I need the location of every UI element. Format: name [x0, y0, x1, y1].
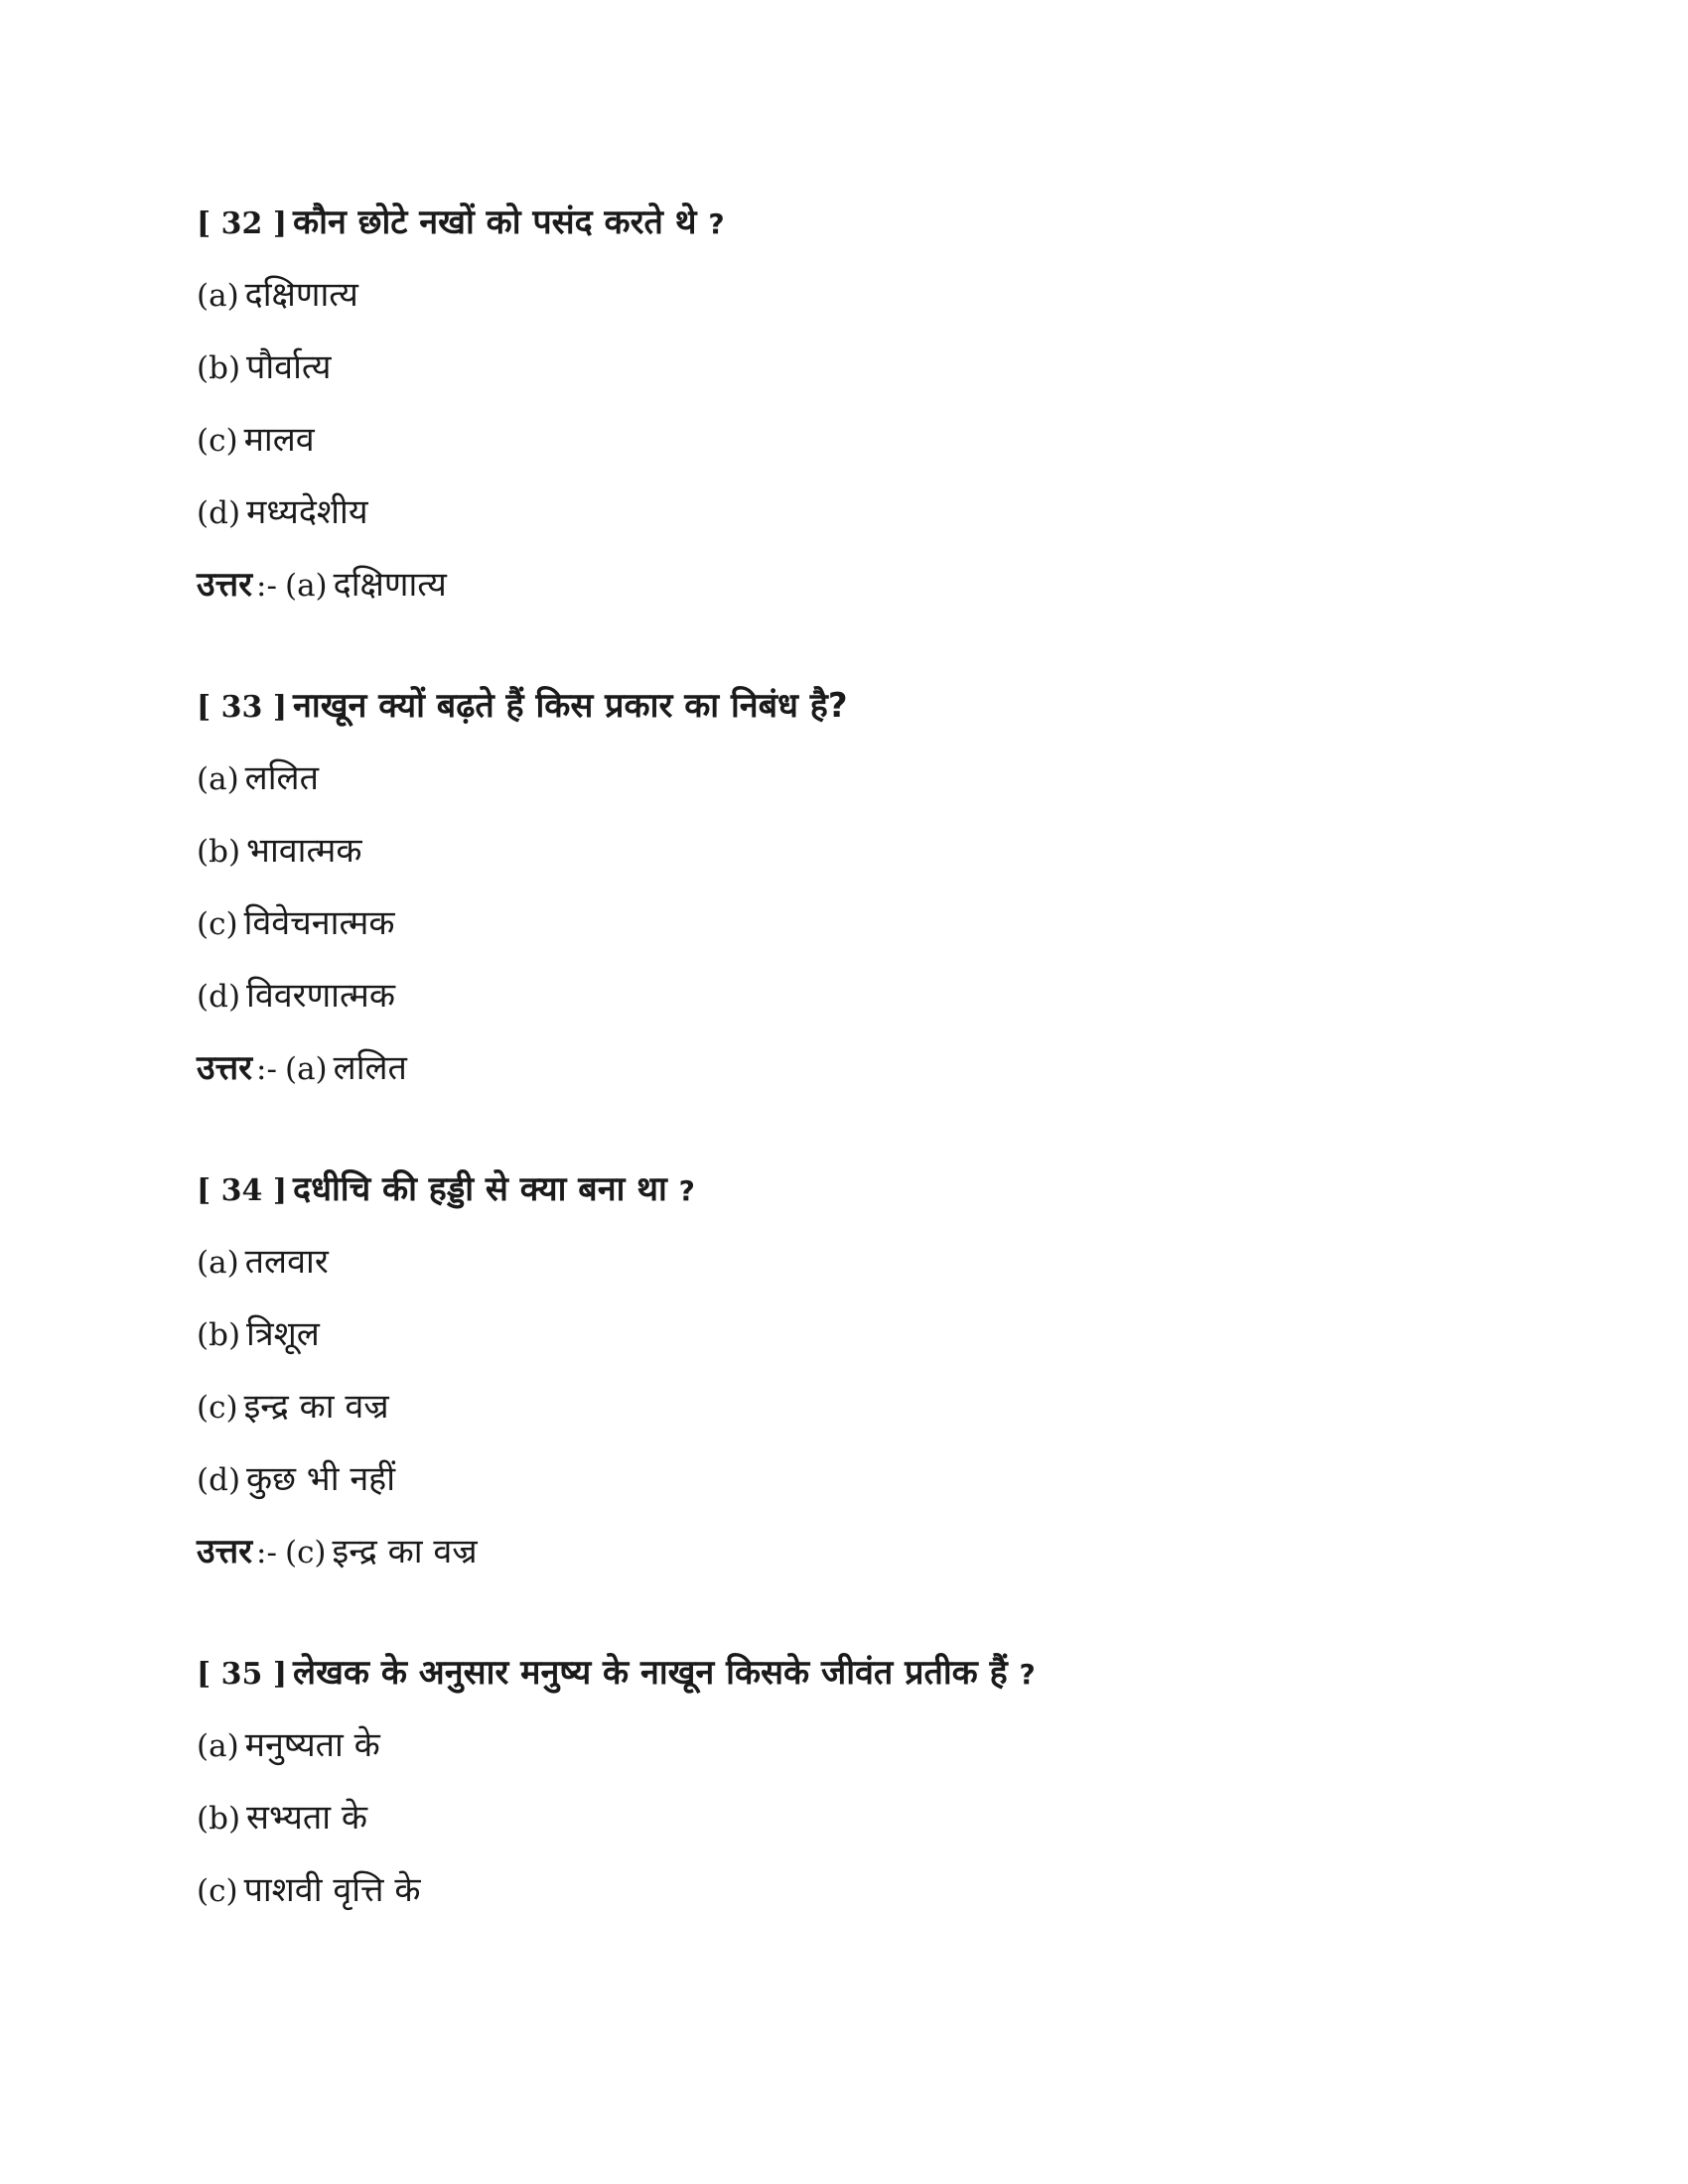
question-number: [ 33 ] [197, 690, 288, 725]
option-text: दक्षिणात्य [244, 275, 358, 315]
option-text: मालव [243, 420, 315, 460]
option-c [197, 899, 1537, 947]
question-block-34 [197, 1165, 1537, 1575]
question-heading [197, 1165, 1537, 1213]
option-key: (b) [197, 834, 241, 870]
option-b [197, 1794, 1537, 1842]
question-heading [197, 199, 1537, 246]
option-key: (b) [197, 1317, 241, 1353]
answer-key: (c) [284, 1535, 327, 1570]
option-text: भावात्मक [246, 831, 362, 871]
question-number: [ 35 ] [197, 1657, 288, 1692]
question-number: [ 34 ] [197, 1173, 288, 1208]
answer-label: उत्तर [197, 565, 253, 605]
option-text: मनुष्यता के [244, 1725, 380, 1765]
answer-key: (a) [284, 568, 328, 604]
answer-line [197, 561, 1537, 609]
question-block-35 [197, 1649, 1537, 1939]
option-b [197, 827, 1537, 875]
option-text: त्रिशूल [246, 1314, 320, 1354]
option-d [197, 488, 1537, 536]
option-c [197, 1866, 1537, 1914]
question-heading [197, 682, 1537, 730]
option-key: (c) [197, 906, 238, 942]
question-mark: ? [678, 1174, 695, 1207]
option-text: पाशवी वृत्ति के [243, 1870, 421, 1910]
question-text: दधीचि की हड्डी से क्या बना था [293, 1169, 667, 1209]
question-text: नाखून क्यों बढ़ते हैं किस प्रकार का निबंध है? [293, 686, 848, 726]
option-key: (d) [197, 979, 241, 1015]
option-text: ललित [244, 758, 319, 798]
option-key: (d) [197, 1462, 241, 1498]
answer-text: दक्षिणात्य [333, 565, 447, 605]
option-a [197, 1721, 1537, 1769]
option-key: (b) [197, 350, 241, 386]
option-a [197, 271, 1537, 319]
option-text: विवेचनात्मक [243, 903, 395, 943]
question-heading [197, 1649, 1537, 1697]
option-key: (b) [197, 1801, 241, 1837]
answer-text: इन्द्र का वज्र [332, 1532, 478, 1571]
question-block-32 [197, 199, 1537, 609]
answer-label: उत्तर [197, 1048, 253, 1088]
option-c [197, 416, 1537, 464]
option-text: पौर्वात्य [246, 347, 332, 387]
option-c [197, 1383, 1537, 1431]
option-d [197, 1455, 1537, 1503]
option-key: (c) [197, 1873, 238, 1909]
option-key: (a) [197, 1245, 239, 1281]
answer-text: ललित [333, 1048, 407, 1088]
option-a [197, 1238, 1537, 1286]
option-key: (a) [197, 278, 239, 314]
option-text: मध्यदेशीय [246, 492, 368, 532]
option-d [197, 972, 1537, 1020]
question-mark: ? [1019, 1658, 1036, 1691]
option-key: (c) [197, 1390, 238, 1426]
question-mark: ? [708, 207, 725, 240]
answer-separator: :- [256, 1535, 277, 1570]
option-text: विवरणात्मक [246, 976, 395, 1016]
question-text: लेखक के अनुसार मनुष्य के नाखून किसके जीवंत प्रतीक हैं [293, 1653, 1008, 1693]
option-text: इन्द्र का वज्र [243, 1387, 389, 1427]
option-key: (d) [197, 495, 241, 531]
question-text: कौन छोटे नखों को पसंद करते थे [293, 203, 697, 242]
answer-separator: :- [256, 568, 277, 604]
answer-separator: :- [256, 1051, 277, 1087]
option-text: तलवार [244, 1242, 329, 1282]
option-key: (a) [197, 1728, 239, 1764]
question-number: [ 32 ] [197, 206, 288, 241]
option-a [197, 754, 1537, 802]
option-b [197, 1310, 1537, 1358]
option-text: कुछ भी नहीं [246, 1459, 396, 1499]
answer-label: उत्तर [197, 1532, 253, 1571]
option-text: सभ्यता के [246, 1798, 368, 1838]
answer-line [197, 1044, 1537, 1092]
option-key: (a) [197, 761, 239, 797]
option-b [197, 343, 1537, 391]
question-block-33 [197, 682, 1537, 1092]
option-key: (c) [197, 423, 238, 459]
answer-line [197, 1528, 1537, 1575]
answer-key: (a) [284, 1051, 328, 1087]
